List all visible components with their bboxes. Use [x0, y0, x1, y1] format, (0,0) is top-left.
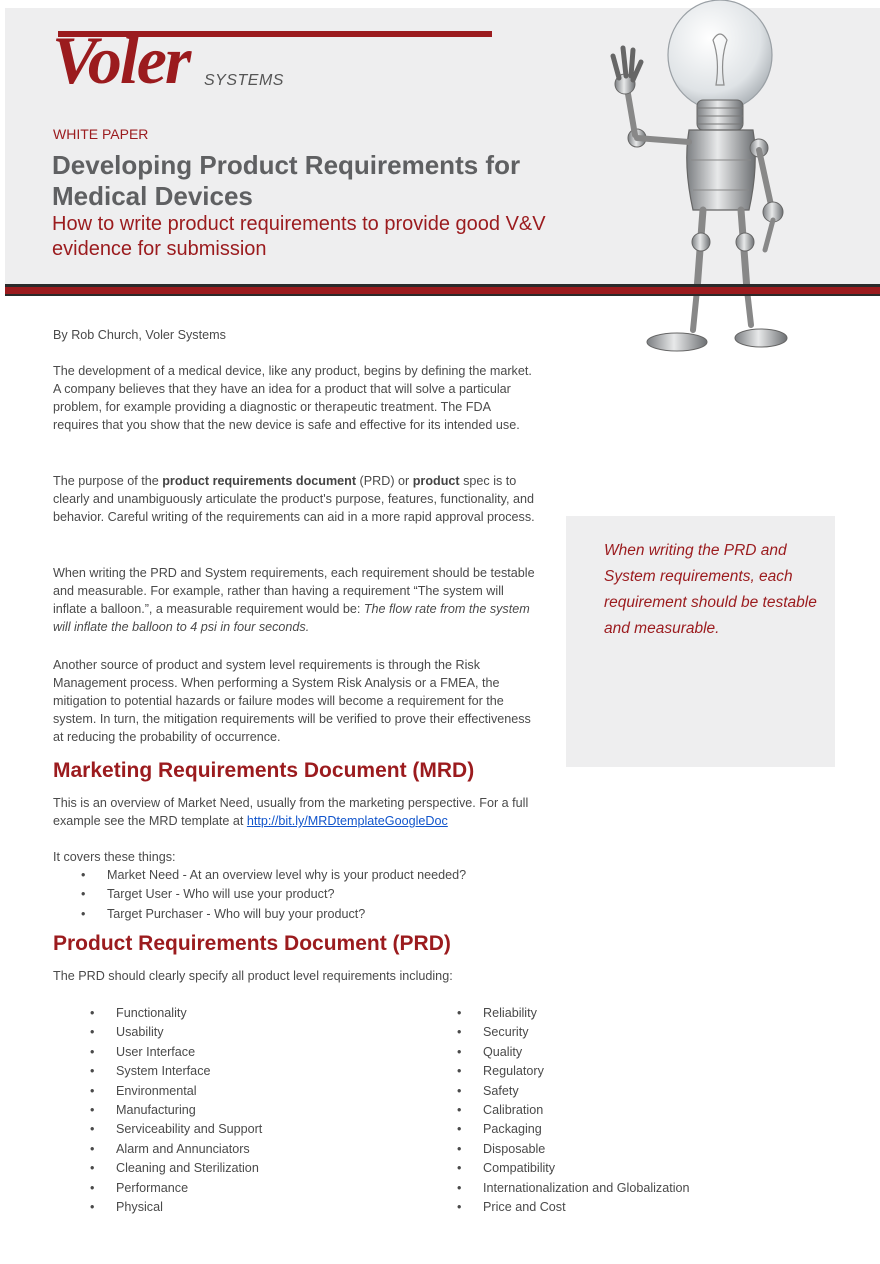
mrd-covers-label: It covers these things:	[53, 850, 176, 864]
bullet: •	[90, 1122, 95, 1137]
list-item	[90, 1120, 263, 1139]
list-item-text: Serviceability and Support	[116, 1122, 263, 1137]
bullet: •	[90, 1102, 95, 1117]
bullet: •	[90, 1199, 95, 1214]
list-item	[81, 885, 466, 904]
list-item-text: Environmental	[116, 1083, 197, 1098]
list-item	[81, 866, 467, 885]
risk-management-paragraph: Another source of product and system level requirements is through the Risk Management process. When performing a System Risk Analysis or a FMEA, the mitigation to potential hazards or failure modes will become a requirement for the system. In turn, the mitigation requirements will be verified to prove their effectiveness at reducing the probability of occurrence.	[53, 658, 531, 744]
bullet: •	[457, 1064, 462, 1079]
pull-quote-text: When writing the PRD and System requirements, each requirement should be testable and measurable.	[604, 542, 817, 637]
bullet: •	[81, 906, 86, 921]
bold-run: product	[412, 474, 460, 488]
prd-purpose-paragraph	[53, 472, 538, 526]
bullet: •	[457, 1180, 462, 1195]
mrd-intro	[53, 794, 553, 830]
list-item-text: Price and Cost	[483, 1199, 566, 1214]
list-item-text: Internationalization and Globalization	[483, 1180, 690, 1195]
list-item-text: Regulatory	[483, 1064, 544, 1079]
list-item-text: Functionality	[116, 1006, 187, 1020]
bullet: •	[81, 887, 86, 902]
list-item-text: Packaging	[483, 1122, 542, 1137]
list-item	[90, 1101, 262, 1120]
bullet: •	[90, 1064, 95, 1079]
bullet: •	[90, 1161, 95, 1176]
list-item-text: Quality	[483, 1044, 523, 1059]
list-item-text: Calibration	[483, 1102, 544, 1117]
bullet: •	[457, 1006, 462, 1020]
list-item	[90, 1082, 262, 1101]
prd-intro: The PRD should clearly specify all product level requirements including:	[53, 969, 453, 983]
header-divider	[5, 284, 880, 296]
list-item	[457, 1198, 690, 1217]
list-item	[457, 1023, 690, 1042]
list-item	[90, 1140, 262, 1159]
prd-heading: Product Requirements Document (PRD)	[53, 932, 451, 955]
list-item-text: Physical	[116, 1199, 163, 1214]
text-run: spec is to clearly and unambiguously articulate the product's purpose, features, functionality, and behavior. Careful writing of the requirements can aid in a more rapid approval process.	[53, 474, 535, 524]
mrd-template-link[interactable]: http://bit.ly/MRDtemplateGoogleDoc	[246, 814, 448, 828]
list-item	[457, 1101, 690, 1120]
bullet: •	[90, 1006, 95, 1020]
lightbulb-robot-illustration	[585, 0, 805, 370]
bullet: •	[90, 1083, 95, 1098]
list-item-text: Manufacturing	[116, 1102, 196, 1117]
bullet: •	[457, 1044, 462, 1059]
list-item	[90, 1043, 262, 1062]
bullet: •	[81, 868, 86, 882]
list-item-text: Alarm and Annunciators	[116, 1141, 250, 1156]
bullet: •	[457, 1025, 462, 1040]
bullet: •	[90, 1180, 95, 1195]
text-run: The purpose of the	[53, 474, 163, 488]
list-item	[457, 1043, 690, 1062]
list-item	[90, 1179, 262, 1198]
list-item	[457, 1179, 690, 1198]
bullet: •	[457, 1083, 462, 1098]
list-item	[457, 1004, 690, 1023]
bullet: •	[457, 1102, 462, 1117]
list-item-text: Compatibility	[483, 1161, 556, 1176]
bold-run: product requirements document	[162, 474, 357, 488]
byline: By Rob Church, Voler Systems	[53, 328, 226, 342]
prd-list-right	[457, 1004, 690, 1217]
page-title: Developing Product Requirements for Medical Devices	[52, 150, 521, 211]
list-item	[457, 1120, 690, 1139]
mrd-heading: Marketing Requirements Document (MRD)	[53, 759, 475, 782]
logo-subtitle: SYSTEMS	[204, 72, 284, 89]
list-item	[457, 1159, 690, 1178]
text-run: When writing the PRD and System requirements, each requirement should be testable and measurable. For example, rather than having a requirement “The system will inflate a balloon.”, a measurable requirement would be:	[53, 566, 535, 616]
list-item	[90, 1023, 262, 1042]
intro-paragraph: The development of a medical device, like any product, begins by defining the market. A company believes that they have an idea for a product that will solve a particular problem, for example providing a diagnostic or therapeutic treatment. The FDA requires that you show that the new device is safe and effective for its intended use.	[53, 364, 532, 432]
list-item	[90, 1062, 262, 1081]
list-item-text: Cleaning and Sterilization	[116, 1161, 259, 1176]
measurable-requirements-paragraph	[53, 564, 538, 636]
list-item	[457, 1082, 690, 1101]
italic-run: The flow rate from the system will inflate the balloon to 4 psi in four seconds.	[53, 602, 530, 634]
bullet: •	[457, 1141, 462, 1156]
text-run: This is an overview of Market Need, usually from the marketing perspective. For a full example see the MRD template at	[53, 796, 529, 828]
text-run: (PRD) or	[356, 474, 413, 488]
list-item-text: Performance	[116, 1180, 189, 1195]
bullet: •	[457, 1122, 462, 1137]
list-item-text: Reliability	[483, 1006, 537, 1020]
logo-wordmark: Voler	[52, 22, 190, 98]
bullet: •	[457, 1161, 462, 1176]
mrd-list	[81, 866, 467, 924]
list-item-text: Target User - Who will use your product?	[107, 887, 335, 902]
list-item-text: Security	[483, 1025, 529, 1040]
list-item-text: Usability	[116, 1025, 164, 1040]
page-subtitle: How to write product requirements to provide good V&V evidence for submission	[52, 213, 546, 260]
document-type-label: WHITE PAPER	[53, 126, 149, 142]
list-item	[90, 1198, 262, 1217]
list-item	[457, 1140, 690, 1159]
bullet: •	[457, 1199, 462, 1214]
list-item-text: System Interface	[116, 1064, 211, 1079]
pull-quote-box	[566, 516, 835, 767]
list-item-text: Disposable	[483, 1141, 546, 1156]
prd-list-left	[90, 1004, 263, 1217]
list-item	[90, 1004, 262, 1023]
list-item	[81, 905, 466, 924]
list-item	[90, 1159, 262, 1178]
bullet: •	[90, 1044, 95, 1059]
list-item-text: Market Need - At an overview level why is your product needed?	[107, 868, 467, 882]
bullet: •	[90, 1141, 95, 1156]
list-item-text: User Interface	[116, 1044, 196, 1059]
bullet: •	[90, 1025, 95, 1040]
list-item-text: Target Purchaser - Who will buy your product?	[107, 906, 366, 921]
list-item	[457, 1062, 690, 1081]
list-item-text: Safety	[483, 1083, 519, 1098]
